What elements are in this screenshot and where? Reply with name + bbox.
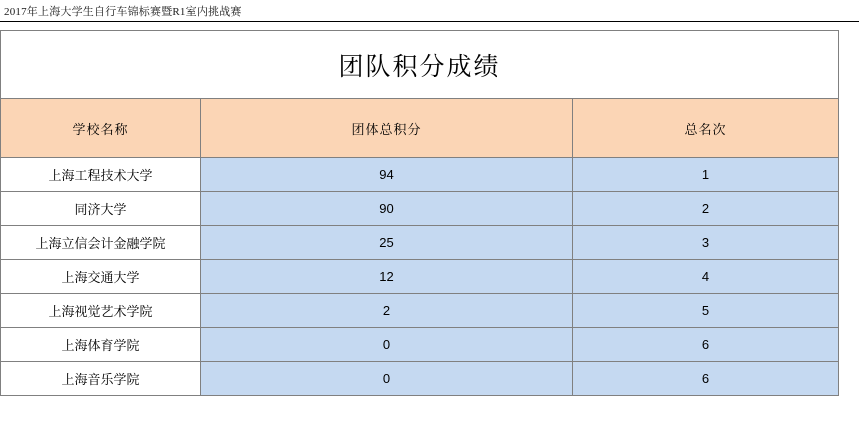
table-row — [1, 260, 839, 294]
cell-school: 上海立信会计金融学院 — [1, 226, 201, 260]
column-header-points: 团体总积分 — [201, 99, 573, 158]
cell-school: 上海视觉艺术学院 — [1, 294, 201, 328]
cell-points: 0 — [201, 362, 573, 396]
cell-points: 94 — [201, 158, 573, 192]
cell-rank: 6 — [573, 362, 839, 396]
table-title: 团队积分成绩 — [1, 31, 839, 99]
cell-points: 12 — [201, 260, 573, 294]
table-header-row — [1, 99, 839, 158]
table-row — [1, 328, 839, 362]
cell-school: 上海音乐学院 — [1, 362, 201, 396]
document-title: 2017年上海大学生自行车锦标赛暨R1室内挑战赛 — [4, 5, 242, 18]
cell-rank: 4 — [573, 260, 839, 294]
table-row — [1, 158, 839, 192]
cell-points: 25 — [201, 226, 573, 260]
cell-school: 上海体育学院 — [1, 328, 201, 362]
cell-rank: 1 — [573, 158, 839, 192]
cell-rank: 3 — [573, 226, 839, 260]
table-row — [1, 192, 839, 226]
table-title-row — [1, 31, 839, 99]
cell-school: 上海工程技术大学 — [1, 158, 201, 192]
team-score-table — [0, 30, 839, 396]
table-row — [1, 294, 839, 328]
document-header-bar — [0, 0, 859, 22]
cell-points: 0 — [201, 328, 573, 362]
column-header-rank: 总名次 — [573, 99, 839, 158]
score-sheet — [0, 30, 838, 396]
table-row — [1, 226, 839, 260]
table-row — [1, 362, 839, 396]
cell-points: 90 — [201, 192, 573, 226]
cell-rank: 2 — [573, 192, 839, 226]
cell-school: 同济大学 — [1, 192, 201, 226]
cell-school: 上海交通大学 — [1, 260, 201, 294]
column-header-school: 学校名称 — [1, 99, 201, 158]
cell-rank: 5 — [573, 294, 839, 328]
cell-points: 2 — [201, 294, 573, 328]
cell-rank: 6 — [573, 328, 839, 362]
